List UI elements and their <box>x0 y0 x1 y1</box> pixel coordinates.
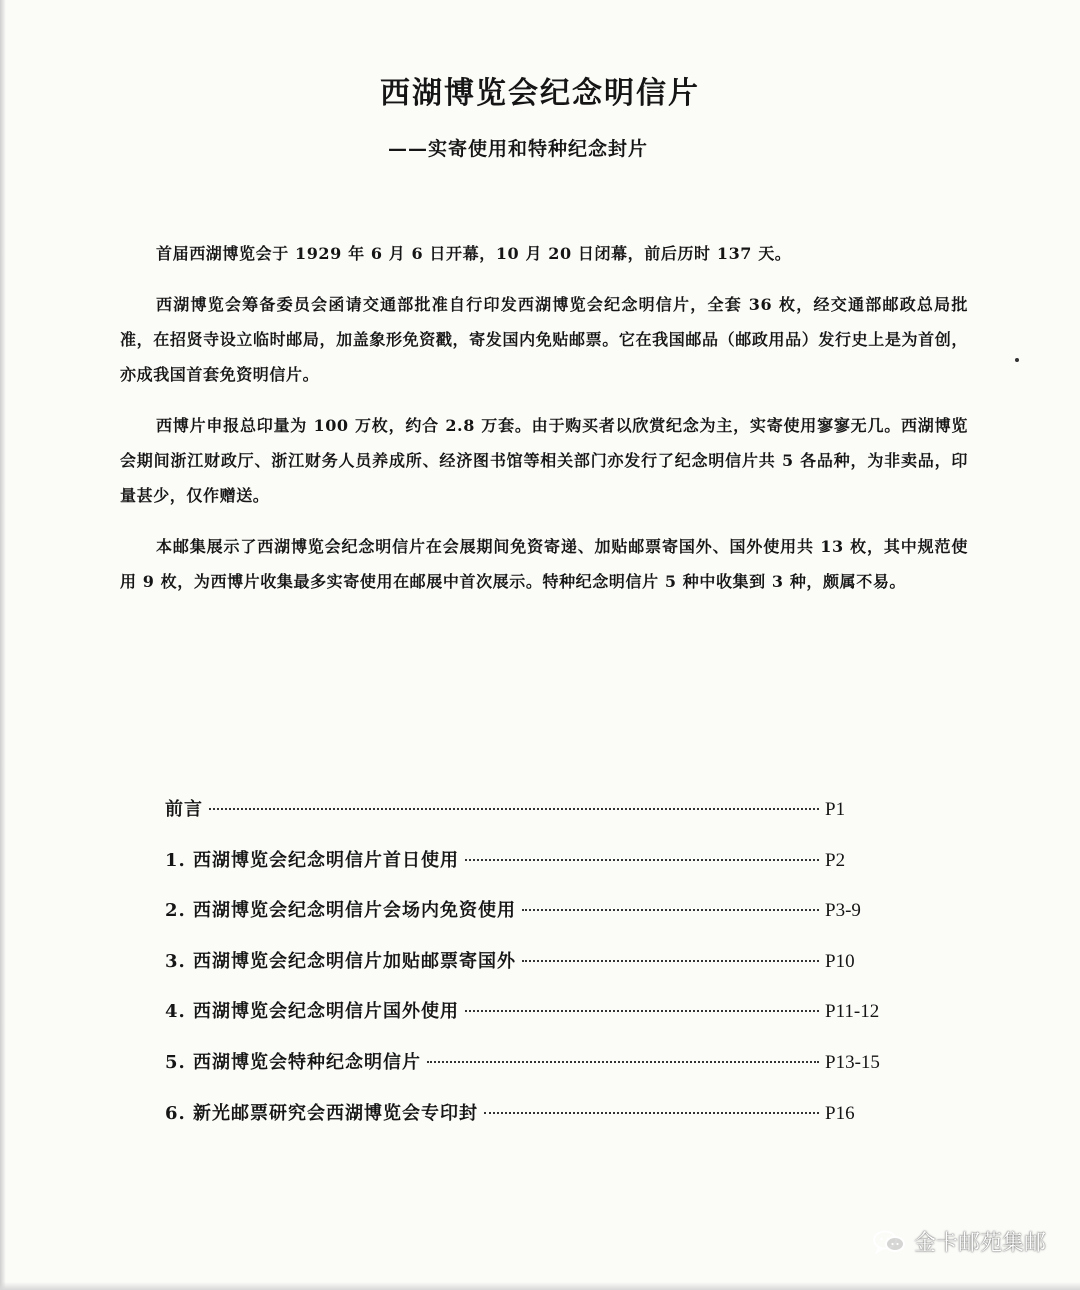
toc-row <box>165 846 893 897</box>
paragraph-issuance: 西湖博览会筹备委员会函请交通部批准自行印发西湖博览会纪念明信片，全套 36 枚，经交通部邮政总局批准，在招贤寺设立临时邮局，加盖象形免资戳，寄发国内免贴邮票。它在我国邮品（邮政用品）发行史上是为首创，亦成我国首套免资明信片。 <box>120 295 968 384</box>
toc-page-number: P16 <box>825 1102 855 1124</box>
toc-page-number: P1 <box>825 799 846 820</box>
toc-leader-dots <box>427 1061 819 1063</box>
toc-row <box>165 795 893 846</box>
body-text <box>120 236 968 615</box>
toc-row <box>165 947 893 998</box>
toc-page-number: P10 <box>825 950 855 972</box>
page-shadow-bottom <box>0 1282 1080 1290</box>
toc-label: 3. 西湖博览会纪念明信片加贴邮票寄国外 <box>165 950 517 972</box>
paragraph-opening: 首届西湖博览会于 1929 年 6 月 6 日开幕，10 月 20 日闭幕，前后历时 137 天。 <box>156 244 792 263</box>
document-subtitle: ——实寄使用和特种纪念封片 <box>388 138 649 160</box>
page-shadow-left <box>0 0 6 1290</box>
toc-leader-dots <box>522 909 819 911</box>
toc-page-number: P2 <box>825 849 846 871</box>
toc-label: 前言 <box>165 799 203 820</box>
toc-row <box>165 1048 893 1099</box>
paragraph-exhibit-summary: 本邮集展示了西湖博览会纪念明信片在会展期间免资寄递、加贴邮票寄国外、国外使用共 13 枚，其中规范使用 9 枚，为西博片收集最多实寄使用在邮展中首次展示。特种纪念明信片 5 种中收集到 3 种，颇属不易。 <box>120 537 968 591</box>
toc-label: 2. 西湖博览会纪念明信片会场内免资使用 <box>165 900 517 922</box>
toc-page-number: P11-12 <box>825 1001 880 1023</box>
toc-leader-dots <box>465 859 819 861</box>
toc-leader-dots <box>209 808 819 810</box>
toc-leader-dots <box>484 1112 819 1114</box>
toc-label: 5. 西湖博览会特种纪念明信片 <box>165 1051 422 1073</box>
watermark-text: 金卡邮苑集邮 <box>913 1231 1046 1256</box>
toc-row <box>165 896 893 947</box>
toc-label: 1. 西湖博览会纪念明信片首日使用 <box>165 849 460 871</box>
toc-page-number: P3-9 <box>825 900 861 922</box>
toc-label: 4. 西湖博览会纪念明信片国外使用 <box>165 1001 460 1023</box>
paragraph-print-run: 西博片申报总印量为 100 万枚，约合 2.8 万套。由于购买者以欣赏纪念为主，实寄使用寥寥无几。西湖博览会期间浙江财政厅、浙江财务人员养成所、经济图书馆等相关部门亦发行了纪念明信片共 5 各品种，为非卖品，印量甚少，仅作赠送。 <box>120 416 968 505</box>
toc-row <box>165 997 893 1048</box>
wechat-icon <box>872 1229 906 1255</box>
toc-leader-dots <box>522 960 819 962</box>
toc-label: 6. 新光邮票研究会西湖博览会专印封 <box>165 1102 479 1124</box>
table-of-contents <box>165 795 893 1149</box>
scan-speck <box>1015 358 1019 362</box>
toc-row <box>165 1099 893 1150</box>
watermark <box>872 1226 1046 1257</box>
document-title: 西湖博览会纪念明信片 <box>380 76 700 111</box>
toc-page-number: P13-15 <box>825 1051 880 1073</box>
toc-leader-dots <box>465 1010 819 1012</box>
